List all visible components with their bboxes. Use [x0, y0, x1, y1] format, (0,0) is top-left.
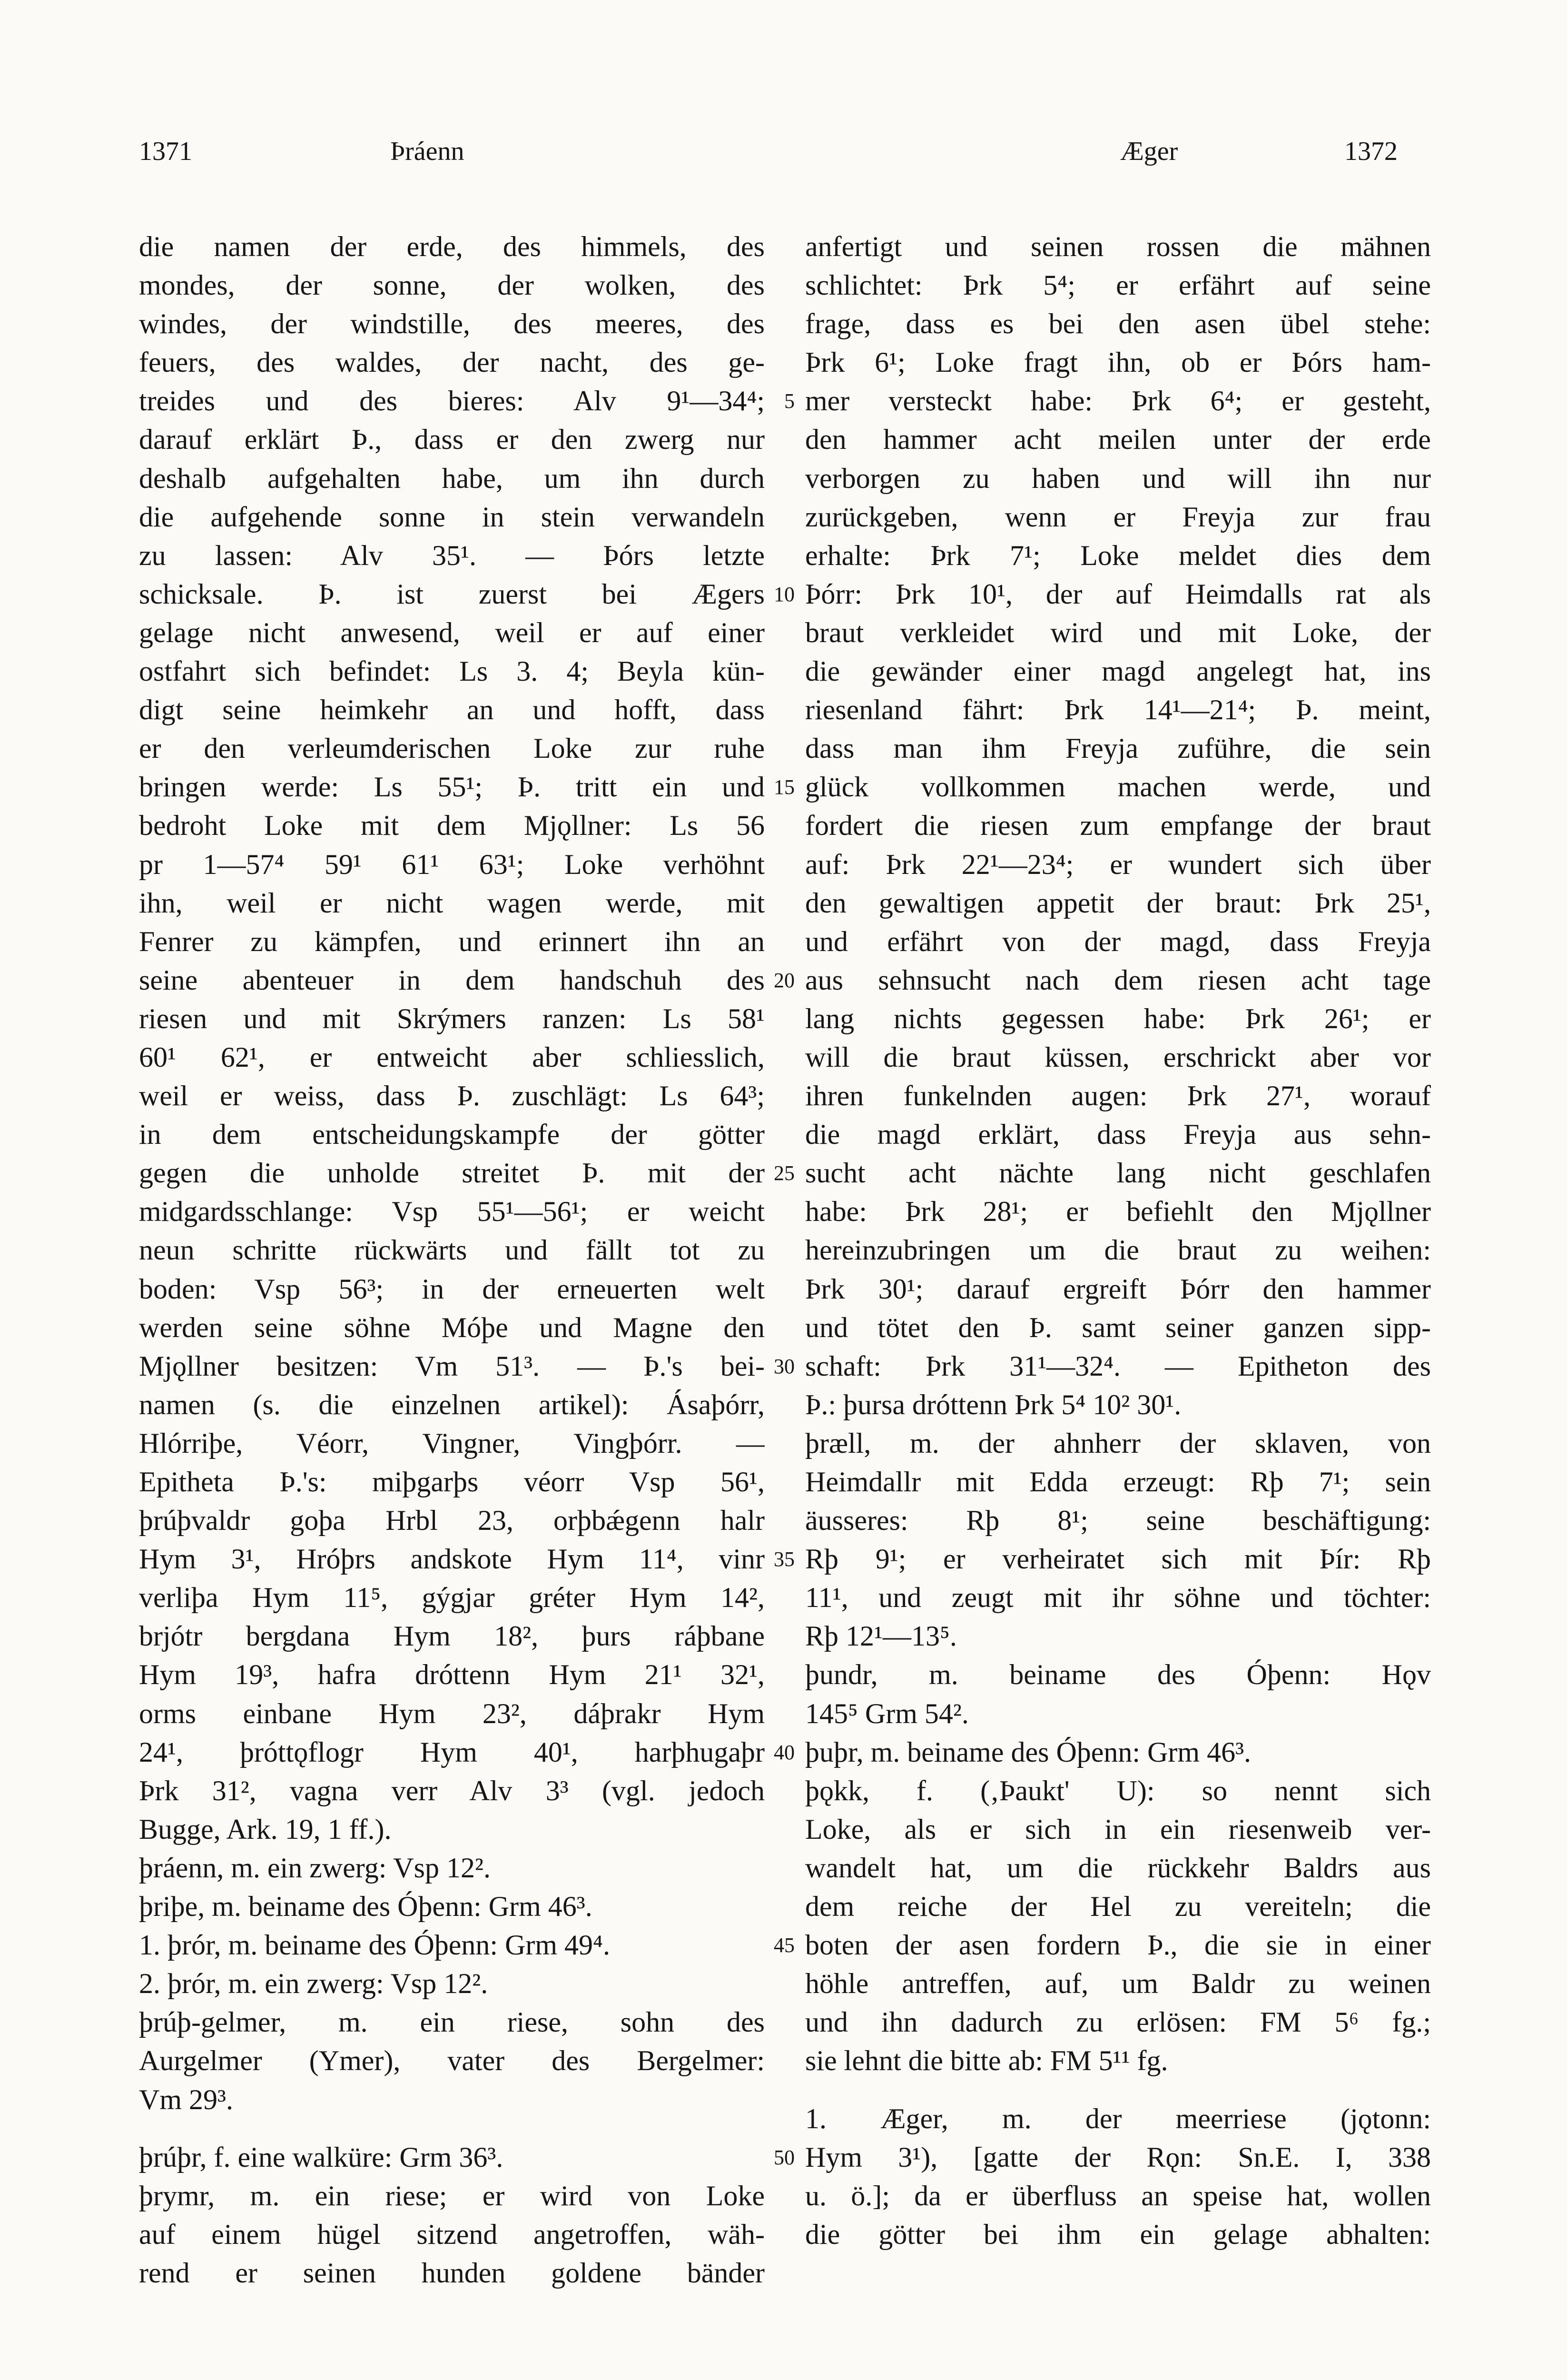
text-line: neun schritte rückwärts und fällt tot zu [139, 1234, 765, 1266]
text-line: þrymr, m. ein riese; er wird von Loke [139, 2180, 765, 2211]
line-number: 5 [784, 389, 795, 413]
text-line: und ihn dadurch zu erlösen: FM 5⁶ fg.; [805, 2006, 1431, 2038]
text-line: Þrk 6¹; Loke fragt ihn, ob er Þórs ham- [805, 347, 1431, 378]
left-page-number: 1371 [139, 137, 192, 166]
text-line: die gewänder einer magd angelegt hat, ins [805, 655, 1431, 687]
text-line: die aufgehende sonne in stein verwandeln [139, 501, 765, 533]
text-line: Hlórriþe, Véorr, Vingner, Vingþórr. — [139, 1427, 765, 1459]
text-line: aus sehnsucht nach dem riesen acht tage [805, 964, 1431, 996]
text-line: braut verkleidet wird und mit Loke, der [805, 616, 1431, 648]
text-line: habe: Þrk 28¹; er befiehlt den Mjǫllner [805, 1196, 1431, 1228]
text-line: er den verleumderischen Loke zur ruhe [139, 733, 765, 764]
text-line: fordert die riesen zum empfange der braut [805, 810, 1431, 842]
text-line: boden: Vsp 56³; in der erneuerten welt [139, 1273, 765, 1305]
text-line: Vm 29³. [139, 2083, 233, 2115]
text-line: die magd erklärt, dass Freyja aus sehn- [805, 1119, 1431, 1150]
text-line: den hammer acht meilen unter der erde [805, 424, 1431, 456]
text-line: zurückgeben, wenn er Freyja zur frau [805, 501, 1431, 533]
text-line: werden seine söhne Móþe und Magne den [139, 1311, 765, 1343]
paragraph-gap [139, 2119, 765, 2138]
text-line: und erfährt von der magd, dass Freyja [805, 925, 1431, 957]
text-line: þuþr, m. beiname des Óþenn: Grm 46³. [805, 1736, 1252, 1768]
text-line: Þrk 31², vagna verr Alv 3³ (vgl. jedoch [139, 1775, 765, 1806]
text-line: gegen die unholde streitet Þ. mit der [139, 1157, 765, 1189]
line-number: 50 [774, 2145, 795, 2169]
text-line: Mjǫllner besitzen: Vm 51³. — Þ.'s bei- [139, 1350, 765, 1382]
line-number: 45 [774, 1934, 795, 1957]
text-line: pr 1—57⁴ 59¹ 61¹ 63¹; Loke verhöhnt [139, 848, 765, 880]
text-line: þrúþ-gelmer, m. ein riese, sohn des [139, 2006, 765, 2038]
line-number: 35 [774, 1547, 795, 1571]
text-line: 2. þrór, m. ein zwerg: Vsp 12². [139, 1968, 488, 2000]
text-line: lang nichts gegessen habe: Þrk 26¹; er [805, 1002, 1431, 1034]
text-line: 1. Æger, m. der meerriese (jǫtonn: [805, 2102, 1431, 2134]
text-line: auf: Þrk 22¹—23⁴; er wundert sich über [805, 848, 1431, 880]
text-line: will die braut küssen, erschrickt aber vor [805, 1041, 1431, 1073]
text-line: þræll, m. der ahnherr der sklaven, von [805, 1427, 1431, 1459]
text-line: frage, dass es bei den asen übel stehe: [805, 308, 1431, 340]
line-number: 20 [774, 968, 795, 992]
text-line: midgardsschlange: Vsp 55¹—56¹; er weicht [139, 1196, 765, 1228]
text-line: 60¹ 62¹, er entweicht aber schliesslich, [139, 1041, 765, 1073]
text-line: windes, der windstille, des meeres, des [139, 308, 765, 340]
text-line: þǫkk, f. (‚Þaukt' U): so nennt sich [805, 1775, 1431, 1806]
text-line: Heimdallr mit Edda erzeugt: Rþ 7¹; sein [805, 1466, 1431, 1497]
text-line: rend er seinen hunden goldene bänder [139, 2257, 765, 2289]
text-line: den gewaltigen appetit der braut: Þrk 25¹, [805, 887, 1431, 919]
text-line: brjótr bergdana Hym 18², þurs ráþbane [139, 1620, 765, 1652]
text-line: und tötet den Þ. samt seiner ganzen sipp- [805, 1311, 1431, 1343]
text-line: ostfahrt sich befindet: Ls 3. 4; Beyla kün- [139, 655, 765, 687]
text-line: ihn, weil er nicht wagen werde, mit [139, 887, 765, 919]
text-line: þundr, m. beiname des Óþenn: Hǫv [805, 1659, 1431, 1691]
left-text-column [139, 228, 765, 2292]
line-number: 30 [774, 1354, 795, 1378]
text-line: glück vollkommen machen werde, und [805, 771, 1431, 803]
right-text-column [805, 228, 1431, 2254]
text-line: sucht acht nächte lang nicht geschlafen [805, 1157, 1431, 1189]
line-number: 10 [774, 582, 795, 606]
text-line: þriþe, m. beiname des Óþenn: Grm 46³. [139, 1891, 592, 1923]
text-line: bringen werde: Ls 55¹; Þ. tritt ein und [139, 771, 765, 803]
text-line: Loke, als er sich in ein riesenweib ver- [805, 1813, 1431, 1845]
text-line: anfertigt und seinen rossen die mähnen [805, 231, 1431, 262]
text-line: die götter bei ihm ein gelage abhalten: [805, 2218, 1431, 2250]
text-line: auf einem hügel sitzend angetroffen, wäh- [139, 2218, 765, 2250]
text-line: riesenland fährt: Þrk 14¹—21⁴; Þ. meint, [805, 694, 1431, 726]
text-line: weil er weiss, dass Þ. zuschlägt: Ls 64³; [139, 1080, 765, 1112]
text-line: þrúþvaldr goþa Hrbl 23, orþbǽgenn halr [139, 1505, 765, 1537]
text-line: gelage nicht anwesend, weil er auf einer [139, 616, 765, 648]
left-catchword: Þráenn [390, 137, 464, 166]
text-line: Aurgelmer (Ymer), vater des Bergelmer: [139, 2045, 765, 2077]
text-line: feuers, des waldes, der nacht, des ge- [139, 347, 765, 378]
text-line: 145⁵ Grm 54². [805, 1697, 969, 1729]
text-line: 11¹, und zeugt mit ihr söhne und töchter: [805, 1582, 1431, 1614]
text-line: Þrk 30¹; darauf ergreift Þórr den hammer [805, 1273, 1431, 1305]
text-line: erhalte: Þrk 7¹; Loke meldet dies dem [805, 539, 1431, 571]
text-line: dass man ihm Freyja zuführe, die sein [805, 733, 1431, 764]
paragraph-gap [805, 2081, 1431, 2100]
text-line: Þ.: þursa dróttenn Þrk 5⁴ 10² 30¹. [805, 1388, 1182, 1420]
text-line: boten der asen fordern Þ., die sie in einer [805, 1929, 1431, 1961]
text-line: þráenn, m. ein zwerg: Vsp 12². [139, 1852, 491, 1884]
text-line: ihren funkelnden augen: Þrk 27¹, worauf [805, 1080, 1431, 1112]
line-number: 40 [774, 1740, 795, 1764]
text-line: þrúþr, f. eine walküre: Grm 36³. [139, 2141, 503, 2173]
text-line: Rþ 9¹; er verheiratet sich mit Þír: Rþ [805, 1543, 1431, 1575]
text-line: deshalb aufgehalten habe, um ihn durch [139, 462, 765, 494]
text-line: schicksale. Þ. ist zuerst bei Ægers [139, 578, 765, 610]
text-line: Bugge, Ark. 19, 1 ff.). [139, 1813, 392, 1845]
text-line: mondes, der sonne, der wolken, des [139, 269, 765, 301]
text-line: mer versteckt habe: Þrk 6⁴; er gesteht, [805, 385, 1431, 417]
text-line: die namen der erde, des himmels, des [139, 231, 765, 262]
text-line: u. ö.]; da er überfluss an speise hat, wollen [805, 2180, 1431, 2211]
text-line: höhle antreffen, auf, um Baldr zu weinen [805, 1968, 1431, 2000]
right-catchword: Æger [1120, 137, 1178, 166]
text-line: schlichtet: Þrk 5⁴; er erfährt auf seine [805, 269, 1431, 301]
text-line: seine abenteuer in dem handschuh des [139, 964, 765, 996]
text-line: äusseres: Rþ 8¹; seine beschäftigung: [805, 1505, 1431, 1537]
text-line: in dem entscheidungskampfe der götter [139, 1119, 765, 1150]
text-line: riesen und mit Skrýmers ranzen: Ls 58¹ [139, 1002, 765, 1034]
text-line: Epitheta Þ.'s: miþgarþs véorr Vsp 56¹, [139, 1466, 765, 1497]
text-line: 24¹, þróttǫflogr Hym 40¹, harþhugaþr [139, 1736, 765, 1768]
text-line: Hym 3¹), [gatte der Rǫn: Sn.E. I, 338 [805, 2141, 1431, 2173]
right-page-number: 1372 [1344, 137, 1398, 166]
text-line: darauf erklärt Þ., dass er den zwerg nur [139, 424, 765, 456]
text-line: zu lassen: Alv 35¹. — Þórs letzte [139, 539, 765, 571]
text-line: verborgen zu haben und will ihn nur [805, 462, 1431, 494]
text-line: bedroht Loke mit dem Mjǫllner: Ls 56 [139, 810, 765, 842]
text-line: digt seine heimkehr an und hofft, dass [139, 694, 765, 726]
text-line: hereinzubringen um die braut zu weihen: [805, 1234, 1431, 1266]
text-line: Þórr: Þrk 10¹, der auf Heimdalls rat als [805, 578, 1431, 610]
text-line: Hym 19³, hafra dróttenn Hym 21¹ 32¹, [139, 1659, 765, 1691]
text-line: schaft: Þrk 31¹—32⁴. — Epitheton des [805, 1350, 1431, 1382]
text-line: wandelt hat, um die rückkehr Baldrs aus [805, 1852, 1431, 1884]
line-number: 15 [774, 775, 795, 799]
text-line: treides und des bieres: Alv 9¹—34⁴; [139, 385, 765, 417]
line-number: 25 [774, 1161, 795, 1185]
text-line: dem reiche der Hel zu vereiteln; die [805, 1891, 1431, 1923]
text-line: Fenrer zu kämpfen, und erinnert ihn an [139, 925, 765, 957]
text-line: Rþ 12¹—13⁵. [805, 1620, 957, 1652]
text-line: Hym 3¹, Hróþrs andskote Hym 11⁴, vinr [139, 1543, 765, 1575]
text-line: 1. þrór, m. beiname des Óþenn: Grm 49⁴. [139, 1929, 610, 1961]
text-line: verliþa Hym 11⁵, gýgjar gréter Hym 14², [139, 1582, 765, 1614]
text-line: namen (s. die einzelnen artikel): Ásaþórr, [139, 1388, 765, 1420]
text-line: orms einbane Hym 23², dáþrakr Hym [139, 1697, 765, 1729]
text-line: sie lehnt die bitte ab: FM 5¹¹ fg. [805, 2045, 1168, 2077]
